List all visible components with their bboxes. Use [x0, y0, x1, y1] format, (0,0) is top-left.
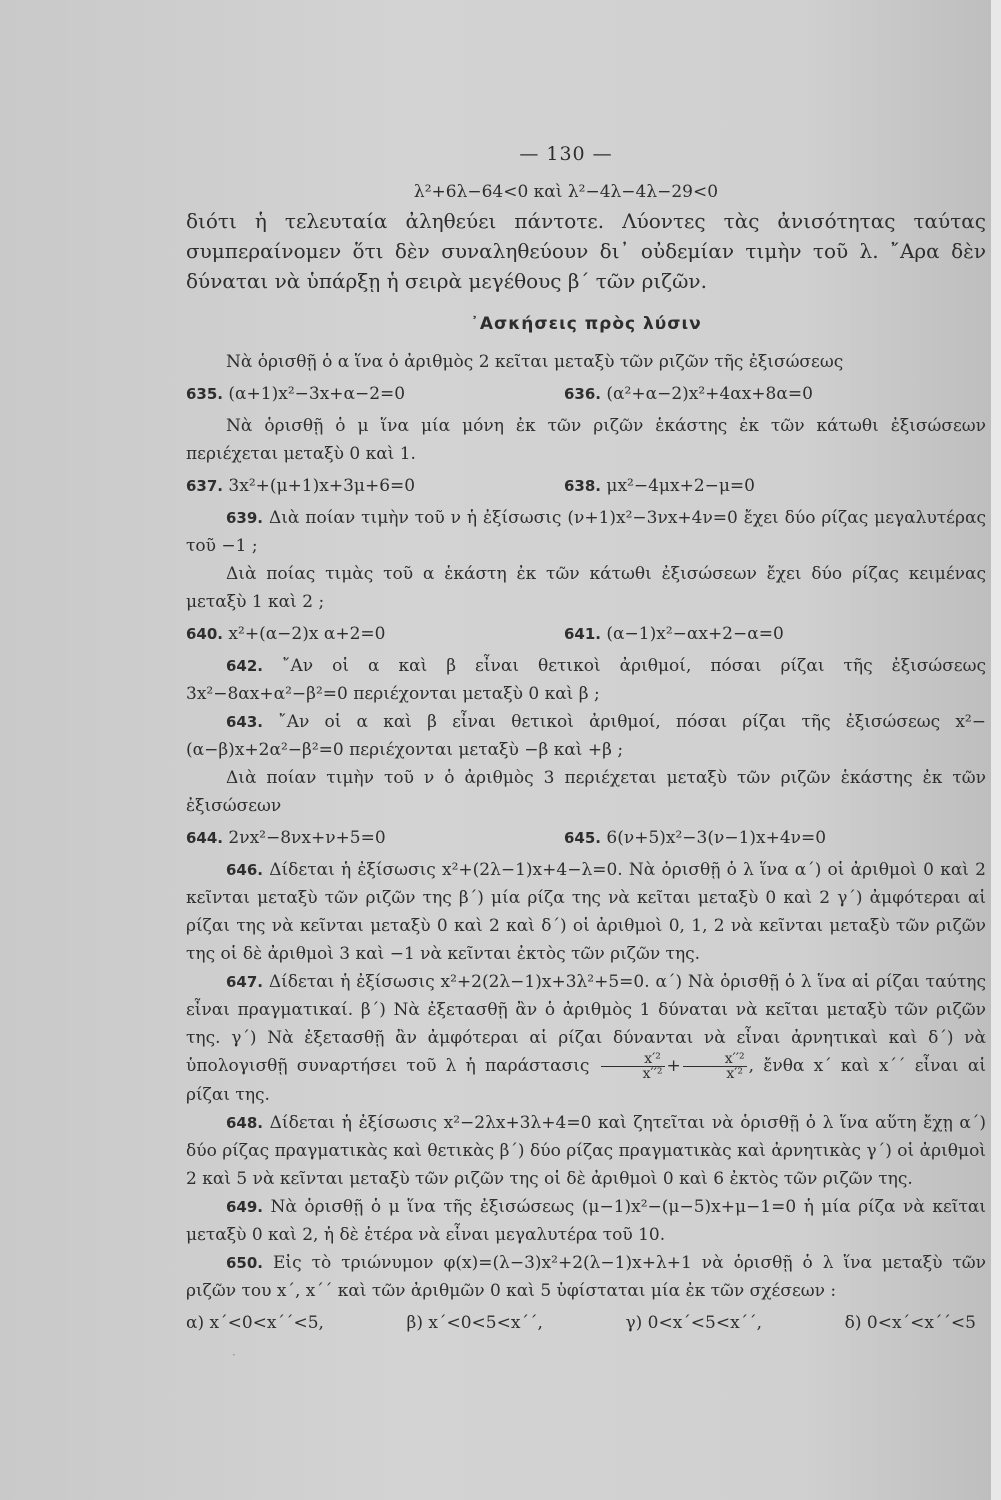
exercise-text: 6(ν+5)x²−3(ν−1)x+4ν=0 — [606, 828, 827, 848]
exercise-text: μx²−4μx+2−μ=0 — [606, 476, 755, 496]
exercise-number: 643. — [226, 713, 264, 731]
exercise-number: 638. — [564, 477, 602, 495]
exercise-text: ῎Αν οἱ α καὶ β εἶναι θετικοὶ ἀριθμοί, πόσαι ρίζαι τῆς ἐξισώσεως x²−(α−β)x+2α²−β²=0 περιέχονται μεταξὺ −β καὶ +β ; — [186, 712, 986, 760]
intro-paragraph: διότι ἡ τελευταία ἀληθεύει πάντοτε. Λύοντες τὰς ἀνισότητας ταύτας συμπεραίνομεν ὅτι δὲν συναληθεύουν δι᾽ οὐδεμίαν τιμὴν τοῦ λ. ῎Αρα δὲν δύναται νὰ ὑπάρξῃ ἡ σειρὰ μεγέθους β΄ τῶν ριζῶν. — [186, 209, 986, 293]
exercise-text: 3x²+(μ+1)x+3μ+6=0 — [228, 476, 416, 496]
case-c: γ) 0<x΄<5<x΄΄, — [625, 1313, 763, 1333]
exercise-647 — [186, 968, 986, 1109]
exercise-number: 650. — [226, 1254, 264, 1272]
prompt-2: Νὰ ὁρισθῇ ὁ μ ἵνα μία μόνη ἐκ τῶν ριζῶν ἑκάστης ἐκ τῶν κάτωθι ἐξισώσεων περιέχεται μεταξὺ 0 καὶ 1. — [186, 416, 986, 464]
exercise-text: Δίδεται ἡ ἐξίσωσις x²+(2λ−1)x+4−λ=0. Νὰ ὁρισθῇ ὁ λ ἵνα α΄) οἱ ἀριθμοὶ 0 καὶ 2 κεῖνται μεταξὺ τῶν ριζῶν της β΄) μία ρίζα της νὰ κεῖται μεταξὺ 0 καὶ 2 γ΄) ἀμφότεραι αἱ ρίζαι της νὰ κεῖνται μεταξὺ 0 καὶ 2 καὶ δ΄) οἱ ἀριθμοὶ 0, 1, 2 νὰ κεῖνται μεταξὺ τῶν ριζῶν της οἱ δὲ ἀριθμοὶ 3 καὶ −1 νὰ κεῖνται ἐκτὸς τῶν ριζῶν της. — [186, 860, 986, 964]
exercise-text: Δίδεται ἡ ἐξίσωσις x²−2λx+3λ+4=0 καὶ ζητεῖται νὰ ὁρισθῇ ὁ λ ἵνα αὕτη ἔχῃ α΄) δύο ρίζας πραγματικὰς καὶ θετικὰς β΄) δύο ρίζας πραγματικὰς καὶ ἀρνητικὰς γ΄) οἱ ἀριθμοὶ 2 καὶ 5 νὰ κεῖνται μεταξὺ τῶν ριζῶν της οἱ δὲ ἀριθμοὶ 0 καὶ 6 ἐκτὸς τῶν ριζῶν της. — [186, 1113, 986, 1189]
case-a: α) x΄<0<x΄΄<5, — [186, 1313, 324, 1333]
exercise-row-635-636 — [186, 380, 986, 408]
section-heading: ᾽Ασκήσεις πρὸς λύσιν — [470, 314, 702, 334]
exercise-number: 647. — [226, 973, 264, 991]
exercise-row-640-641 — [186, 620, 986, 648]
prompt-1: Νὰ ὁρισθῇ ὁ α ἵνα ὁ ἀριθμὸς 2 κεῖται μεταξὺ τῶν ριζῶν τῆς ἐξισώσεως — [226, 352, 844, 372]
exercise-number: 637. — [186, 477, 224, 495]
page-content — [186, 140, 986, 1341]
exercise-text: 2νx²−8νx+ν+5=0 — [228, 828, 386, 848]
exercise-row-637-638 — [186, 472, 986, 500]
cases-row — [186, 1309, 986, 1337]
fraction-numerator: x′² — [601, 1052, 665, 1067]
page-edge — [991, 0, 1001, 1500]
fraction-denominator: x′² — [726, 1066, 744, 1082]
exercise-650 — [186, 1249, 986, 1305]
exercise-text: Νὰ ὁρισθῇ ὁ μ ἵνα τῆς ἐξισώσεως (μ−1)x²−(μ−5)x+μ−1=0 ἡ μία ρίζα νὰ κεῖται μεταξὺ 0 καὶ 2, ἡ δὲ ἑτέρα νὰ εἶναι μεγαλυτέρα τοῦ 10. — [186, 1197, 986, 1245]
exercise-text: (α−1)x²−αx+2−α=0 — [606, 624, 784, 644]
exercise-number: 648. — [226, 1114, 264, 1132]
exercise-number: 640. — [186, 625, 224, 643]
exercise-text: Δίδεται ἡ ἐξίσωσις x²+2(2λ−1)x+3λ²+5=0. α΄) Νὰ ὁρισθῇ ὁ λ ἵνα αἱ ρίζαι ταύτης εἶναι πραγματικαί. β΄) Νὰ ἐξετασθῇ ἂν ὁ ἀριθμὸς 1 δύναται νὰ κεῖται μεταξὺ τῶν ριζῶν της. γ΄) Νὰ ἐξετασθῇ ἂν ἀμφότεραι αἱ ρίζαι δύνανται νὰ εἶναι ἀρνητικαὶ καὶ δ΄) νὰ ὑπολογισθῇ συναρτήσει τοῦ λ ἡ παράστασις — [186, 972, 987, 1076]
exercise-text: ῎Αν οἱ α καὶ β εἶναι θετικοὶ ἀριθμοί, πόσαι ρίζαι τῆς ἐξισώσεως 3x²−8αx+α²−β²=0 περιέχονται μεταξὺ 0 καὶ β ; — [186, 656, 986, 704]
exercise-643 — [186, 708, 986, 764]
fraction-1 — [601, 1052, 665, 1081]
page-number: — 130 — — [519, 143, 613, 165]
intro-inequalities: λ²+6λ−64<0 καὶ λ²−4λ−4λ−29<0 — [413, 182, 719, 202]
exercise-number: 636. — [564, 385, 602, 403]
fraction-denominator: x′′² — [642, 1066, 663, 1082]
exercise-text: (α+1)x²−3x+α−2=0 — [228, 384, 406, 404]
prompt-3: Διὰ ποίας τιμὰς τοῦ α ἑκάστη ἐκ τῶν κάτωθι ἐξισώσεων ἔχει δύο ρίζας κειμένας μεταξὺ 1 καὶ 2 ; — [186, 564, 986, 612]
exercise-tail: , ἔνθα x΄ καὶ x΄΄ εἶναι αἱ ρίζαι της. — [186, 1056, 986, 1105]
exercise-number: 641. — [564, 625, 602, 643]
exercise-number: 649. — [226, 1198, 264, 1216]
case-d: δ) 0<x΄<x΄΄<5 — [844, 1313, 976, 1333]
exercise-649 — [186, 1193, 986, 1249]
exercise-text: (α²+α−2)x²+4αx+8α=0 — [606, 384, 813, 404]
exercise-number: 645. — [564, 829, 602, 847]
exercise-number: 639. — [226, 509, 264, 527]
exercise-number: 644. — [186, 829, 224, 847]
exercise-639 — [186, 504, 986, 560]
case-b: β) x΄<0<5<x΄΄, — [406, 1313, 543, 1333]
exercise-646 — [186, 856, 986, 968]
page-speck: · — [232, 1348, 236, 1362]
exercise-text: Διὰ ποίαν τιμὴν τοῦ ν ἡ ἐξίσωσις (ν+1)x²−3νx+4ν=0 ἔχει δύο ρίζας μεγαλυτέρας τοῦ −1 ; — [186, 508, 986, 556]
prompt-4: Διὰ ποίαν τιμὴν τοῦ ν ὁ ἀριθμὸς 3 περιέχεται μεταξὺ τῶν ριζῶν ἑκάστης ἐκ τῶν ἐξισώσεων — [186, 768, 986, 816]
exercise-number: 646. — [226, 861, 264, 879]
exercise-text: Εἰς τὸ τριώνυμον φ(x)=(λ−3)x²+2(λ−1)x+λ+1 νὰ ὁρισθῇ ὁ λ ἵνα μεταξὺ τῶν ριζῶν του x΄, x΄΄ καὶ τῶν ἀριθμῶν 0 καὶ 5 ὑφίσταται μία ἐκ τῶν σχέσεων : — [186, 1253, 987, 1301]
exercise-648 — [186, 1109, 986, 1193]
exercise-number: 635. — [186, 385, 224, 403]
fraction-numerator: x′′² — [683, 1052, 747, 1067]
plus-sign: + — [666, 1056, 681, 1076]
exercise-row-644-645 — [186, 824, 986, 852]
exercise-text: x²+(α−2)x α+2=0 — [228, 624, 386, 644]
exercise-number: 642. — [226, 657, 264, 675]
fraction-2 — [683, 1052, 747, 1081]
exercise-642 — [186, 652, 986, 708]
